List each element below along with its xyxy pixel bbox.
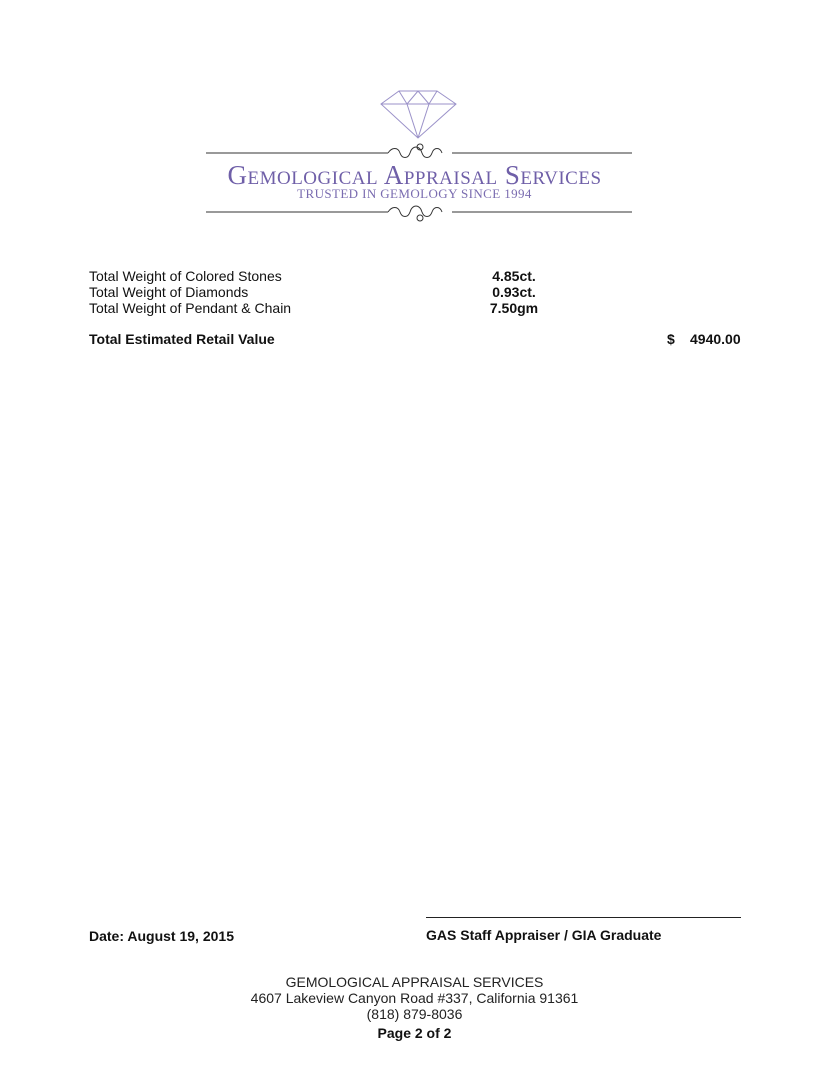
logo-tagline: TRUSTED IN GEMOLOGY SINCE 1994 [297, 186, 532, 201]
logo-title: Gemological Appraisal Services [227, 160, 602, 190]
total-value-amount: 4940.00 [690, 331, 741, 347]
colored-stones-value: 4.85ct. [492, 268, 536, 284]
bottom-flourish [206, 206, 632, 221]
diamonds-value: 0.93ct. [492, 284, 536, 300]
page-number: Page 2 of 2 [377, 1025, 452, 1041]
pendant-chain-value: 7.50gm [489, 300, 539, 316]
top-flourish [206, 144, 632, 158]
footer-address: 4607 Lakeview Canyon Road #337, California 91361 [250, 990, 579, 1006]
appraiser-title: GAS Staff Appraiser / GIA Graduate [426, 927, 662, 943]
currency-symbol: $ [667, 331, 675, 347]
colored-stones-label: Total Weight of Colored Stones [89, 268, 282, 284]
diamond-icon [381, 91, 456, 138]
signature-line [426, 917, 741, 918]
pendant-chain-label: Total Weight of Pendant & Chain [89, 300, 292, 316]
total-value-label: Total Estimated Retail Value [89, 331, 275, 347]
company-logo [0, 88, 829, 228]
footer-company: GEMOLOGICAL APPRAISAL SERVICES [285, 974, 544, 990]
logo-graphic [0, 88, 829, 228]
diamonds-label: Total Weight of Diamonds [89, 284, 249, 300]
appraisal-date: Date: August 19, 2015 [89, 928, 234, 944]
footer-phone: (818) 879-8036 [366, 1006, 463, 1022]
